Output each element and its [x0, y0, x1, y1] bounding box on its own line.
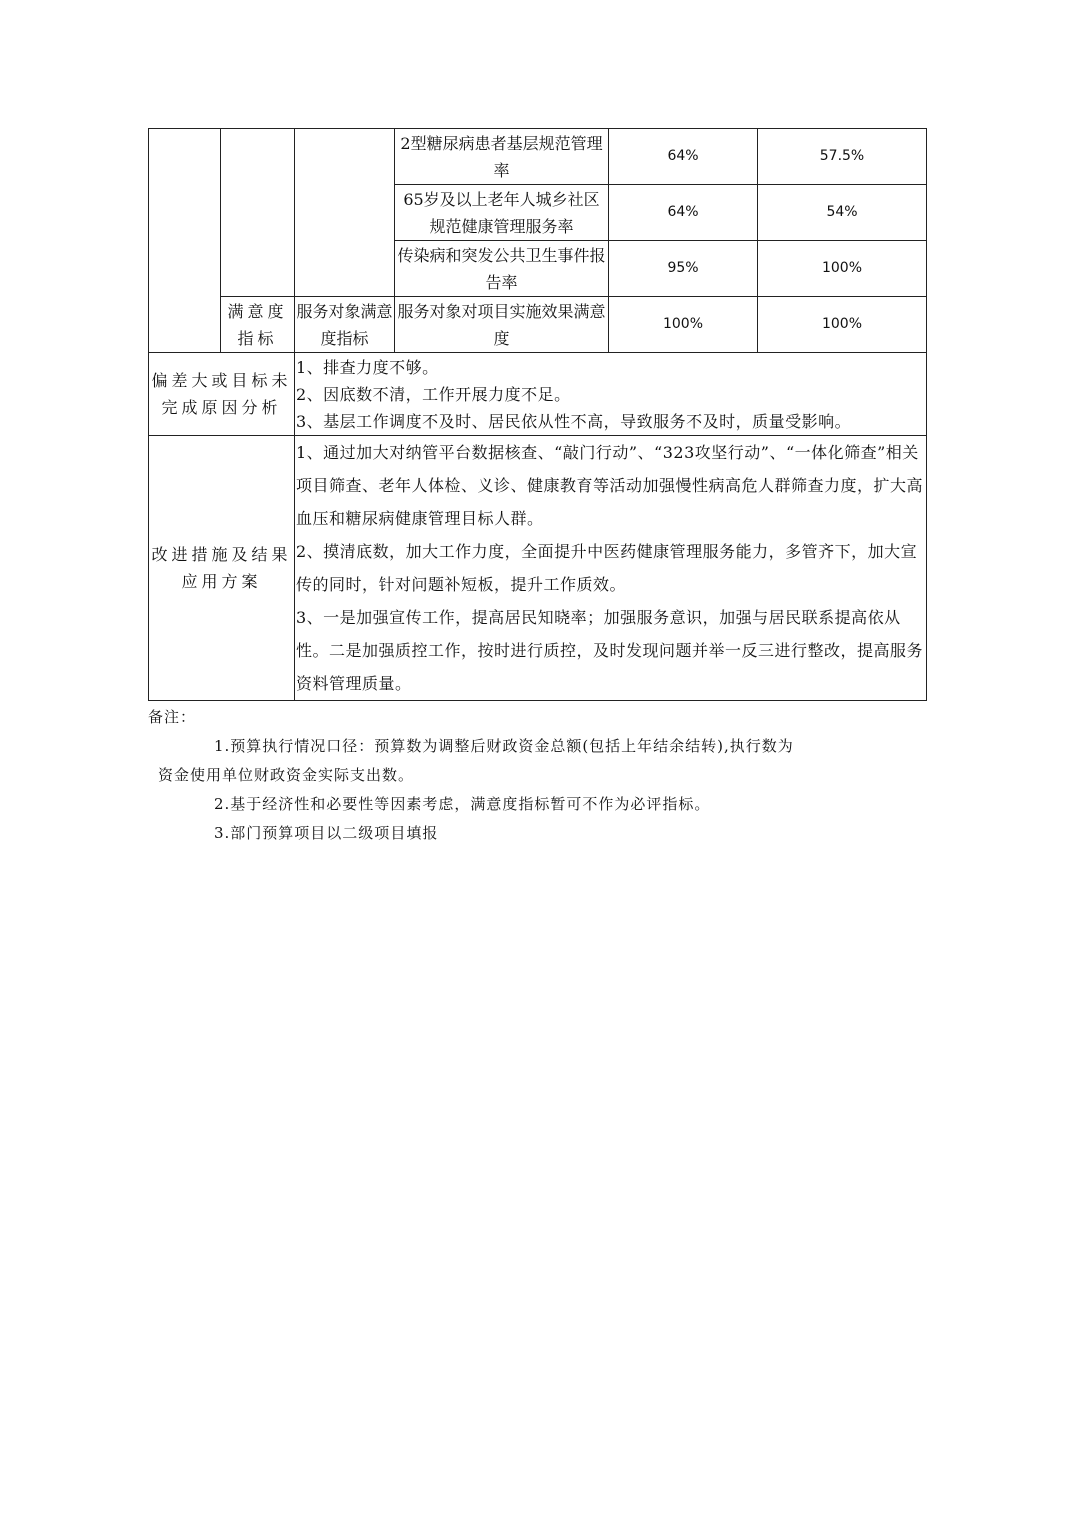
deviation-content [295, 353, 927, 436]
improvement-content [295, 436, 927, 701]
deviation-line: 1、排查力度不够。 [296, 357, 439, 377]
category-cell-blank [149, 129, 221, 353]
metric-actual: 100% [758, 241, 927, 297]
level3-cell-blank [295, 129, 395, 297]
metric-target: 95% [609, 241, 758, 297]
notes-title: 备注： [148, 708, 197, 726]
metric-name: 传染病和突发公共卫生事件报告率 [395, 241, 609, 297]
improvement-paragraph: 1、通过加大对纳管平台数据核查、“敲门行动”、“323攻坚行动”、“一体化筛查”相关项目筛查、老年人体检、义诊、健康教育等活动加强慢性病高危人群筛查力度，扩大高血压和糖尿病健康管理目标人群。 [296, 443, 924, 528]
table-row [149, 129, 927, 185]
metric-name: 2型糖尿病患者基层规范管理率 [395, 129, 609, 185]
deviation-line: 2、因底数不清，工作开展力度不足。 [296, 384, 571, 404]
metric-actual: 100% [758, 297, 927, 353]
metric-target: 64% [609, 129, 758, 185]
metric-name: 65岁及以上老年人城乡社区规范健康管理服务率 [395, 185, 609, 241]
improvement-label: 改进措施及结果应用方案 [149, 436, 295, 701]
improvement-paragraph: 3、一是加强宣传工作，提高居民知晓率；加强服务意识，加强与居民联系提高依从性。二是加强质控工作，按时进行质控，及时发现问题并举一反三进行整改，提高服务资料管理质量。 [296, 608, 924, 693]
metric-actual: 54% [758, 185, 927, 241]
deviation-row [149, 353, 927, 436]
satisfaction-level3: 服务对象满意度指标 [295, 297, 395, 353]
deviation-label: 偏差大或目标未完成原因分析 [149, 353, 295, 436]
performance-table [148, 128, 927, 701]
notes-section [148, 703, 928, 848]
note-item: 1.预算执行情况口径：预算数为调整后财政资金总额(包括上年结余结转),执行数为 [214, 737, 794, 755]
table-row [149, 297, 927, 353]
metric-name: 服务对象对项目实施效果满意度 [395, 297, 609, 353]
satisfaction-level2: 满意度指标 [221, 297, 295, 353]
note-item: 2.基于经济性和必要性等因素考虑，满意度指标暂可不作为必评指标。 [214, 795, 711, 813]
deviation-line: 3、基层工作调度不及时、居民依从性不高，导致服务不及时，质量受影响。 [296, 411, 852, 431]
note-item: 3.部门预算项目以二级项目填报 [214, 824, 439, 842]
metric-actual: 57.5% [758, 129, 927, 185]
improvement-paragraph: 2、摸清底数，加大工作力度，全面提升中医药健康管理服务能力，多管齐下，加大宣传的同时，针对问题补短板，提升工作质效。 [296, 542, 918, 594]
note-item: 资金使用单位财政资金实际支出数。 [158, 766, 415, 784]
metric-target: 64% [609, 185, 758, 241]
metric-target: 100% [609, 297, 758, 353]
improvement-row [149, 436, 927, 701]
level2-cell-blank [221, 129, 295, 297]
